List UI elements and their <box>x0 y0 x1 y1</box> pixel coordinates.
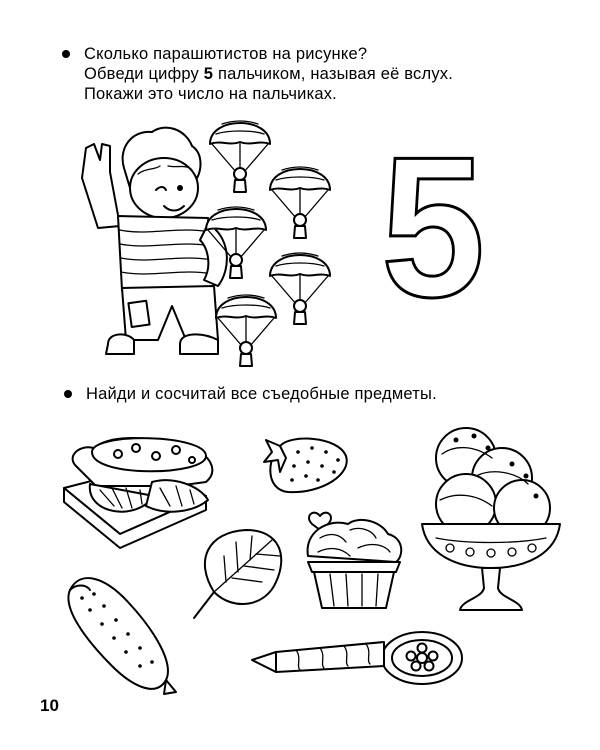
task-1-show: Покажи это число на пальчиках. <box>84 85 337 103</box>
bullet-icon <box>62 50 70 58</box>
task-2-instruction: Найди и сосчитай все съедобные предметы. <box>86 385 437 403</box>
boy-icon <box>82 128 227 354</box>
task-1-instruction: Обведи цифру 5 пальчиком, называя её вслух. <box>84 65 454 83</box>
task-1 <box>84 44 453 104</box>
parachutist-4-icon <box>270 253 330 324</box>
boy-parachutists-illustration <box>68 108 368 368</box>
spoon-icon <box>246 624 466 704</box>
task-2 <box>86 384 437 404</box>
cucumber-icon <box>56 568 186 698</box>
leaf-icon <box>188 526 288 622</box>
strawberry-icon <box>262 434 352 498</box>
parachutist-5-icon <box>216 295 276 366</box>
page-number: 10 <box>40 696 59 715</box>
cupcake-icon <box>300 508 410 612</box>
bullet-icon <box>64 390 72 398</box>
parachutist-2-icon <box>270 167 330 238</box>
big-digit: 5 <box>381 116 485 339</box>
ice-cream-bowl-icon <box>416 428 566 618</box>
task-1-question: Сколько парашютистов на рисунке? <box>84 45 368 63</box>
big-digit-outline <box>378 116 488 339</box>
task-1-digit: 5 <box>203 65 214 83</box>
parachutist-1-icon <box>210 121 270 192</box>
